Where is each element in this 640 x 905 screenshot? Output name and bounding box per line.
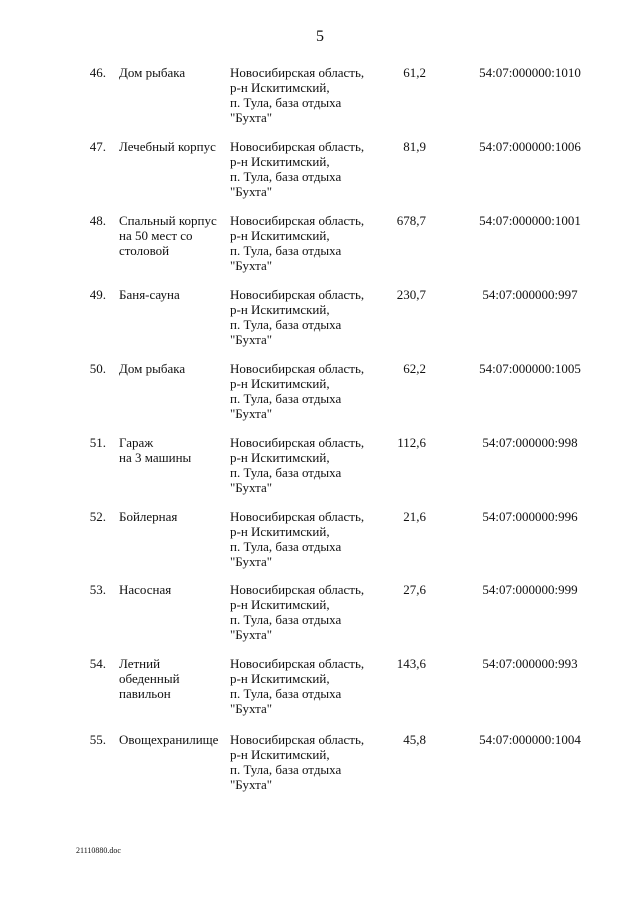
object-name: Летний обеденный павильон — [119, 656, 180, 701]
table-row — [0, 582, 640, 656]
object-name: Дом рыбака — [119, 361, 186, 376]
object-area: 112,6 — [397, 435, 426, 450]
object-area: 21,6 — [403, 509, 426, 524]
cadastral-number: 54:07:000000:1005 — [479, 361, 581, 376]
row-number: 54. — [89, 656, 106, 671]
table-row — [0, 435, 640, 509]
object-address: Новосибирская область, р-н Искитимский, п. Тула, база отдыха "Бухта" — [230, 139, 365, 199]
row-number: 46. — [89, 65, 106, 80]
cadastral-number: 54:07:000000:1004 — [479, 732, 581, 747]
object-address: Новосибирская область, р-н Искитимский, п. Тула, база отдыха "Бухта" — [230, 287, 365, 347]
table-row — [0, 509, 640, 583]
row-number: 50. — [89, 361, 106, 376]
cadastral-number: 54:07:000000:999 — [482, 582, 578, 597]
object-address: Новосибирская область, р-н Искитимский, п. Тула, база отдыха "Бухта" — [230, 213, 365, 273]
object-name: Спальный корпус на 50 мест со столовой — [119, 213, 217, 258]
cadastral-number: 54:07:000000:996 — [482, 509, 578, 524]
object-name: Насосная — [119, 582, 172, 597]
cadastral-number: 54:07:000000:1001 — [479, 213, 581, 228]
cadastral-number: 54:07:000000:998 — [482, 435, 578, 450]
cadastral-number: 54:07:000000:1010 — [479, 65, 581, 80]
object-address: Новосибирская область, р-н Искитимский, п. Тула, база отдыха "Бухта" — [230, 65, 365, 125]
object-area: 27,6 — [403, 582, 426, 597]
object-address: Новосибирская область, р-н Искитимский, п. Тула, база отдыха "Бухта" — [230, 509, 365, 569]
object-area: 230,7 — [396, 287, 426, 302]
table-row — [0, 213, 640, 287]
object-address: Новосибирская область, р-н Искитимский, п. Тула, база отдыха "Бухта" — [230, 582, 365, 642]
object-address: Новосибирская область, р-н Искитимский, п. Тула, база отдыха "Бухта" — [230, 656, 365, 716]
table-row — [0, 732, 640, 806]
object-name: Баня-сауна — [119, 287, 180, 302]
cadastral-number: 54:07:000000:997 — [482, 287, 578, 302]
table-row — [0, 139, 640, 213]
cadastral-number: 54:07:000000:993 — [482, 656, 578, 671]
object-name: Дом рыбака — [119, 65, 186, 80]
table-row — [0, 65, 640, 139]
row-number: 47. — [89, 139, 106, 154]
row-number: 53. — [89, 582, 106, 597]
table-row — [0, 361, 640, 435]
object-area: 61,2 — [403, 65, 426, 80]
table-row — [0, 287, 640, 361]
object-area: 143,6 — [396, 656, 426, 671]
object-address: Новосибирская область, р-н Искитимский, п. Тула, база отдыха "Бухта" — [230, 732, 365, 792]
row-number: 51. — [89, 435, 106, 450]
page-number: 5 — [316, 28, 324, 45]
cadastral-number: 54:07:000000:1006 — [479, 139, 581, 154]
row-number: 55. — [89, 732, 106, 747]
object-area: 45,8 — [403, 732, 426, 747]
object-area: 62,2 — [403, 361, 426, 376]
object-name: Бойлерная — [119, 509, 178, 524]
object-address: Новосибирская область, р-н Искитимский, п. Тула, база отдыха "Бухта" — [230, 435, 365, 495]
object-name: Гараж на 3 машины — [119, 435, 192, 465]
object-name: Лечебный корпус — [119, 139, 216, 154]
row-number: 49. — [89, 287, 106, 302]
table-row — [0, 656, 640, 730]
object-area: 678,7 — [396, 213, 426, 228]
object-area: 81,9 — [403, 139, 426, 154]
footer-filename: 21110880.doc — [76, 846, 121, 855]
row-number: 48. — [89, 213, 106, 228]
object-name: Овощехранилище — [119, 732, 219, 747]
object-address: Новосибирская область, р-н Искитимский, п. Тула, база отдыха "Бухта" — [230, 361, 365, 421]
row-number: 52. — [89, 509, 106, 524]
